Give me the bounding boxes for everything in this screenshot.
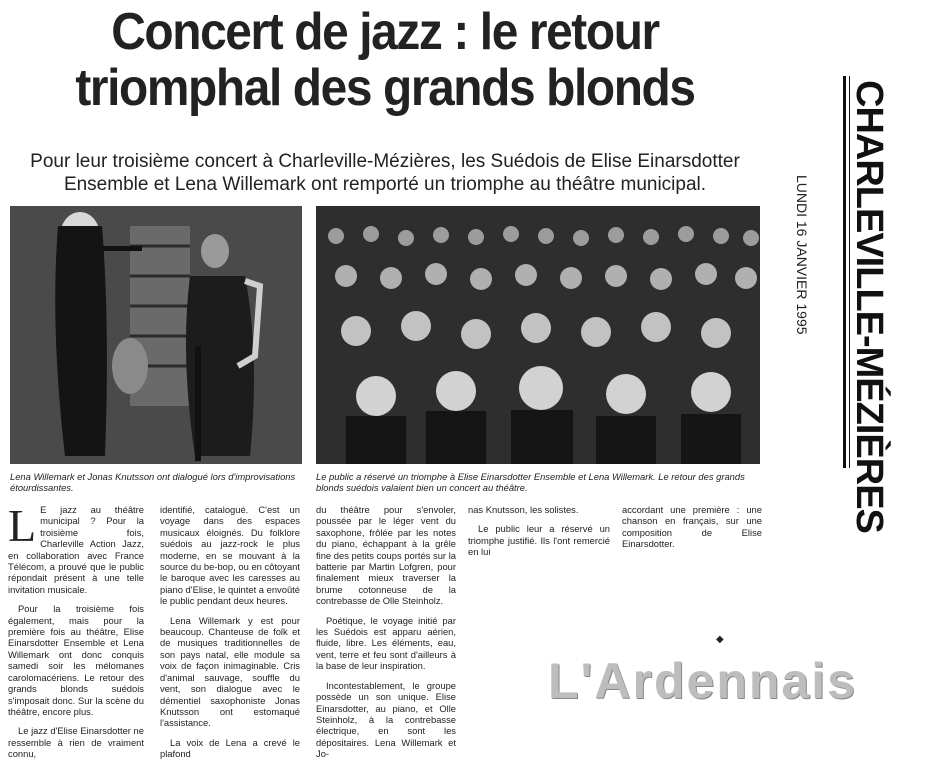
bullet-mark: ◆ xyxy=(716,634,724,645)
photo-audience xyxy=(316,206,760,464)
body-column-2 xyxy=(160,504,300,768)
caption-left: Lena Willemark et Jonas Knutsson ont dialogué lors d'improvisations étourdissantes. xyxy=(10,471,296,493)
photo-musicians xyxy=(10,206,302,464)
body-column-4 xyxy=(468,504,610,566)
body-paragraph: accordant une première : une chanson en français, sur une composition de Elise Einarsdotter. xyxy=(622,504,762,550)
body-column-1 xyxy=(8,500,144,768)
deck-subheading: Pour leur troisième concert à Charleville-Mézières, les Suédois de Elise Einarsdotter Ensemble et Lena Willemark ont remporté un triomphe au théâtre municipal. xyxy=(30,151,740,195)
masthead-city-text: CHARLEVILLE-MÉZIÈRES xyxy=(848,80,890,533)
headline xyxy=(49,4,721,116)
body-paragraph: Poétique, le voyage initié par les Suédois est apparu aérien, fluide, libre. Les éléments, eau, vent, terre et feu sont d'ailleurs à la base de leur inspiration. xyxy=(316,614,456,672)
newspaper-logo: L'Ardennais xyxy=(548,653,857,709)
body-paragraph: Le public leur a réservé un triomphe justifié. Ils l'ont remercié en lui xyxy=(468,523,610,558)
dateline xyxy=(792,175,816,375)
masthead-city xyxy=(846,80,906,533)
body-paragraph: Incontestablement, le groupe possède un son unique. Elise Einarsdotter, au piano, et Olle Steinholz, à la contrebasse électrique, en sont les dépositaires. Lena Willemark et Jo- xyxy=(316,679,456,760)
body-column-5 xyxy=(622,504,762,558)
headline-line-2: triomphal des grands blonds xyxy=(75,59,695,117)
headline-line-1: Concert de jazz : le retour xyxy=(111,3,659,61)
body-paragraph: Pour la troisième fois également, mais pour la première fois au théâtre, Elise Einarsdotter Ensemble et Lena Willemark ont donc conquis samedi soir les mélomanes carolomacériens. Le retour des grands blonds suédois s'imposait donc. Sur la scène du théâtre, encore plus. xyxy=(8,603,144,717)
body-paragraph: Lena Willemark y est pour beaucoup. Chanteuse de folk et de musiques traditionnelles de son pays natal, elle module sa voix de façon inimaginable. Cris d'animal sauvage, souffle du vent, son dialogue avec le démentiel saxophoniste Jonas Knutsson ont estomaqué l'assistance. xyxy=(160,614,300,729)
dateline-text: LUNDI 16 JANVIER 1995 xyxy=(794,175,810,335)
body-paragraph: du théâtre pour s'envoler, poussée par le léger vent du saxophone, frôlée par les notes du piano, échappant à la grêle fine des petits coups portés sur la batterie par Martin Lofgren, pour finalement mieux traverser la brume cotonneuse de la contrebasse de Olle Steinholz. xyxy=(316,504,456,607)
caption-right: Le public a réservé un triomphe à Elise Einarsdotter Ensemble et Lena Willemark. Le retour des grands blonds suédois valaient bien un concert au théâtre. xyxy=(316,471,745,493)
photo-musicians-image xyxy=(10,206,302,464)
body-column-3 xyxy=(316,504,456,768)
body-paragraph: Le jazz d'Elise Einarsdotter ne ressemble à rien de vraiment connu, xyxy=(8,725,144,760)
body-paragraph: identifié, catalogué. C'est un voyage dans des espaces musicaux éloignés. Du folklore suédois au jazz-rock le plus moderne, en se mouvant à la source du be-bop, ou en côtoyant le baroque avec les caresses au piano d'Elise, le quintet a envoûté le public pendant deux heures. xyxy=(160,504,300,607)
drop-cap: L xyxy=(8,500,37,551)
body-paragraph: nas Knutsson, les solistes. xyxy=(468,504,579,515)
body-paragraph: La voix de Lena a crevé le plafond xyxy=(160,736,300,760)
body-paragraph: L E jazz au théâtre municipal ? Pour la troisième fois, Charleville Action Jazz, en collaboration avec France Télécom, a prouvé que le public répondait présent à une telle invitation musicale. xyxy=(8,500,144,595)
photo-audience-image xyxy=(316,206,760,464)
